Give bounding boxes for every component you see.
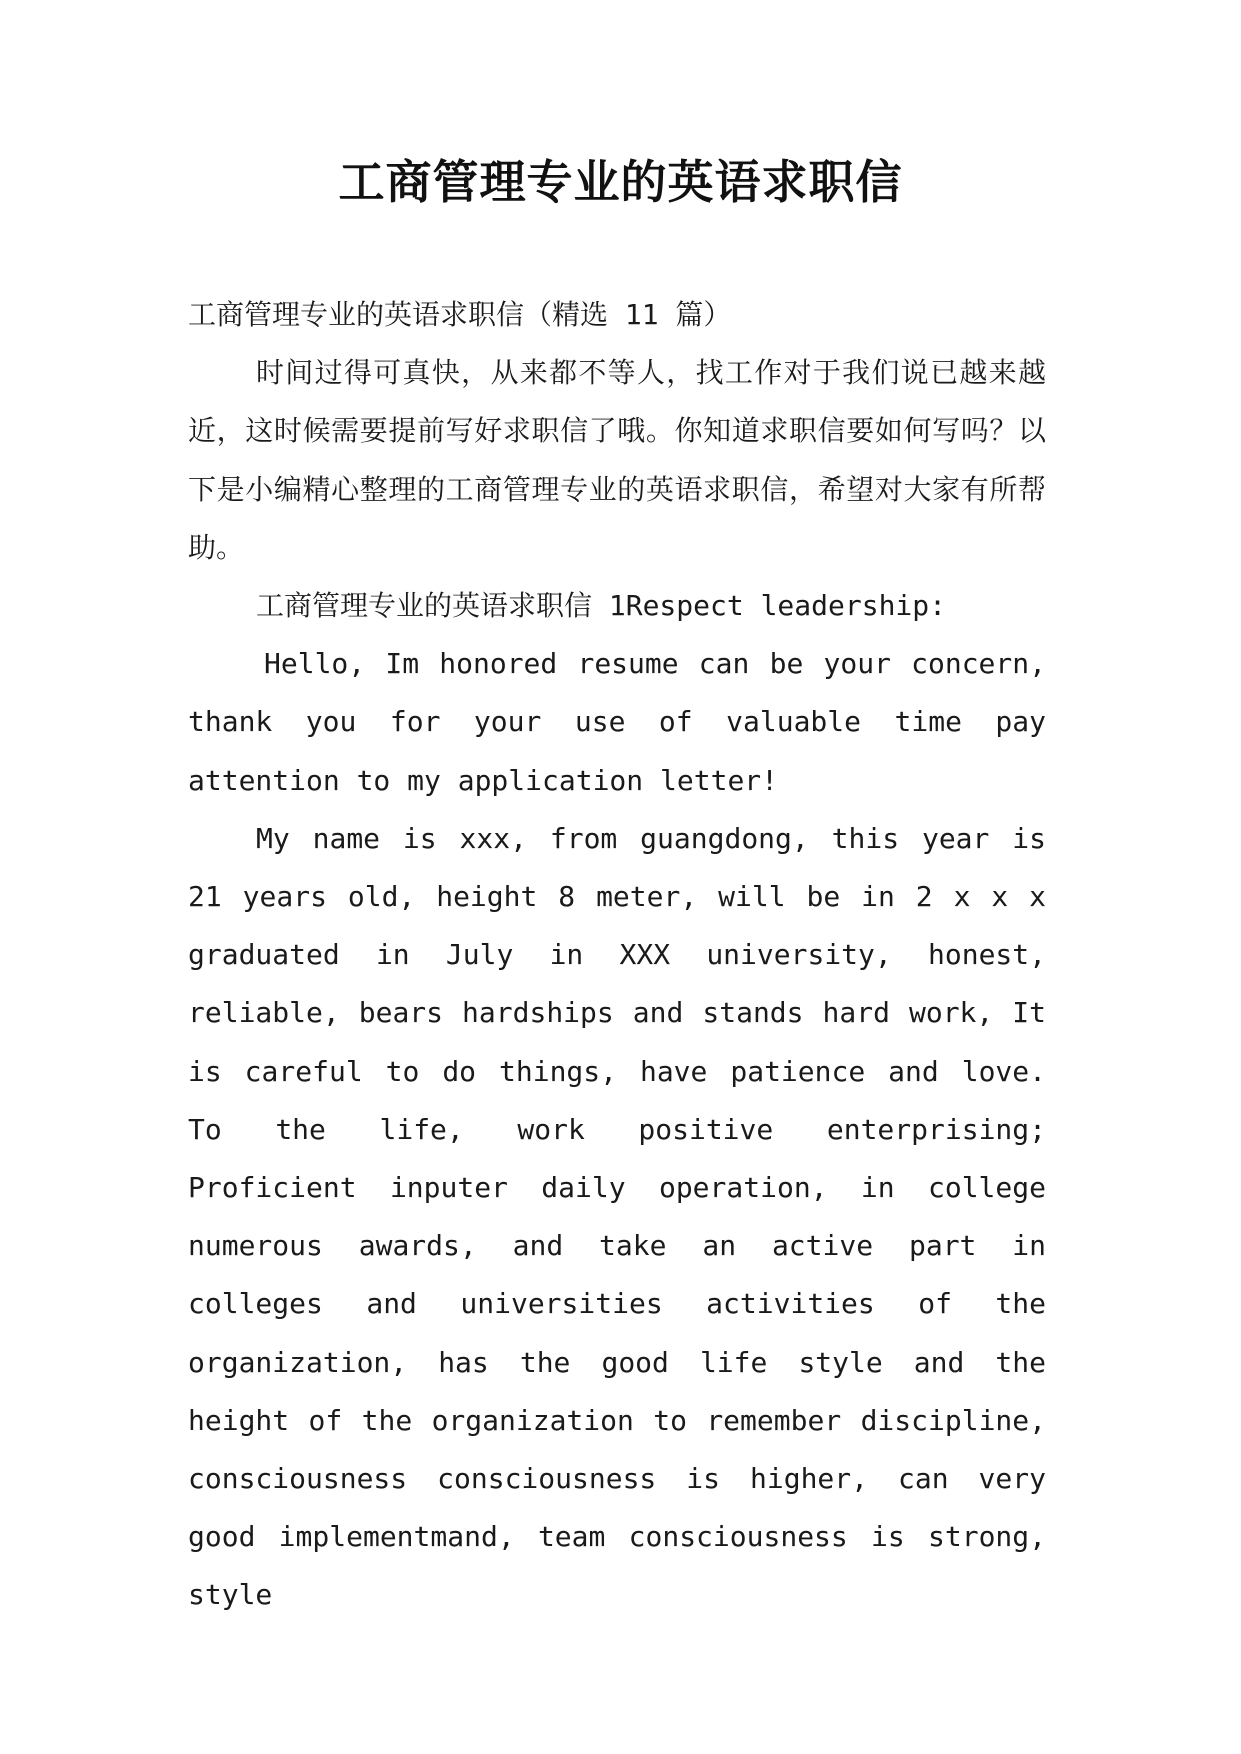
letter-heading: 工商管理专业的英语求职信 1Respect leadership: xyxy=(256,589,947,623)
intro-paragraph: 时间过得可真快，从来都不等人，找工作对于我们说已越来越近，这时候需要提前写好求职信了哦。你知道求职信要如何写吗？以下是小编精心整理的工商管理专业的英语求职信，希望对大家有所帮助。 xyxy=(188,356,1046,564)
letter-paragraph-1: Hello, Im honored resume can be your concern, thank you for your use of valuable time pay attention to my application letter! xyxy=(188,647,1046,797)
letter-paragraph-2: My name is xxx, from guangdong, this year is 21 years old, height 8 meter, will be in 2 x x x graduated in July in XXX university, honest, reliable, bears hardships and stands hard work, It is careful to do things, have patience and love. To the life, work positive enterprising; Proficient inputer daily operation, in college numerous awards, and take an active part in colleges and universities activities of the organization, has the good life style and the height of the organization to remember discipline, consciousness consciousness is higher, can very good implementmand, team consciousness is strong, style xyxy=(188,821,1046,1612)
document-subtitle: 工商管理专业的英语求职信（精选 11 篇） xyxy=(188,298,732,331)
document-title: 工商管理专业的英语求职信 xyxy=(338,155,903,209)
document-body xyxy=(188,286,1046,1625)
